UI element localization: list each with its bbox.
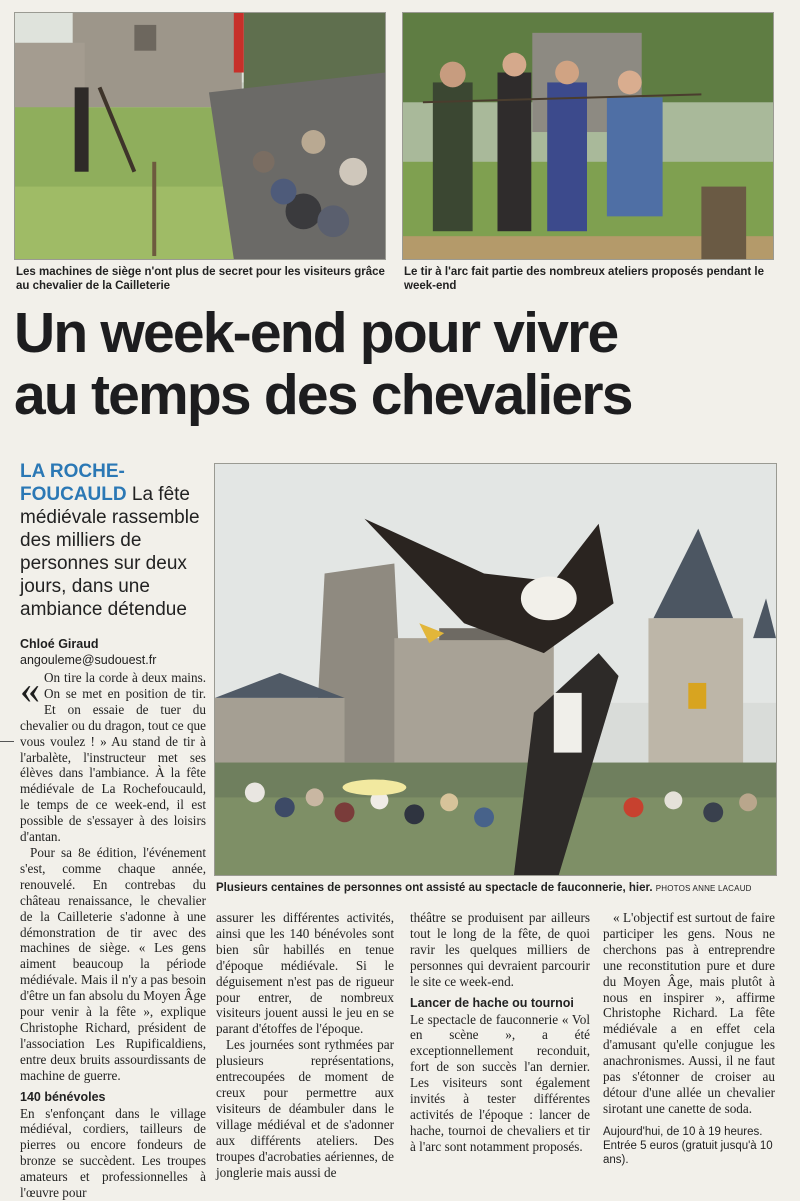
caption-falconry	[216, 881, 776, 896]
subhead-axe-tournament: Lancer de hache ou tournoi	[410, 995, 574, 1010]
photo-archery	[402, 12, 774, 260]
photo-siege-machines	[14, 12, 386, 260]
article-column-2	[216, 910, 394, 1180]
article-paragraph-5: Les journées sont rythmées par plusieurs représentations, entrecoupées de moment de creux pour permettre aux visiteurs de déambuler dans le village médiéval et de s'adonner aux différents ateliers. Des troupes d'acrobaties aériennes, de jonglerie mais aussi de	[216, 1037, 394, 1180]
opening-quote-mark: «	[20, 667, 40, 712]
article-column-4	[603, 910, 775, 1167]
photo-credit: PHOTOS ANNE LACAUD	[655, 884, 752, 893]
photo-falconry	[214, 463, 777, 876]
practical-info: Aujourd'hui, de 10 à 19 heures. Entrée 5 euros (gratuit jusqu'à 10 ans).	[603, 1125, 773, 1166]
article-column-1	[20, 667, 206, 1201]
fold-rule	[0, 741, 14, 742]
kicker-location-2: FOUCAULD	[20, 484, 127, 505]
headline-line-2: au temps des chevaliers	[14, 363, 632, 427]
standfirst-text: La fête médiévale rassemble des milliers de personnes sur deux jours, dans une ambiance détendue	[20, 484, 200, 620]
article-paragraph-2: Pour sa 8e édition, l'événement s'est, comme chaque année, renouvelé. En contrebas du château renaissance, le chevalier de la Cailleterie s'adonne à une démonstration de tir avec des machines de siège. « Les gens aiment beaucoup la période médiévale. Mais il n'y a pas besoin d'être un fan absolu du Moyen Âge pour venir à la fête », explique Christophe Richard, président de l'association Les Rupificaldiens, entre deux bruits assourdissants de machine de guerre.	[20, 844, 206, 1083]
article-paragraph-1: « On tire la corde à deux mains. On se met en position de tir. Et on essaie de tuer du chevalier ou du dragon, tout ce que vous voulez ! » Au stand de tir à l'arbalète, l'instructeur met ses élèves dans l'ambiance. À la fête médiévale de La Rochefoucauld, le temps de ce week-end, il est possible de s'essayer à des loisirs d'antan.	[20, 667, 206, 845]
article-paragraph-6: théâtre se produisent par ailleurs tout le long de la fête, de quoi ravir les quelques milliers de personnes qui devraient parcourir le site ce week-end.	[410, 910, 590, 989]
headline-line-1: Un week-end pour vivre	[14, 301, 618, 365]
caption-falconry-text: Plusieurs centaines de personnes ont assisté au spectacle de fauconnerie, hier.	[216, 882, 653, 894]
caption-siege-machines: Les machines de siège n'ont plus de secret pour les visiteurs grâce au chevalier de la Cailleterie	[16, 266, 385, 292]
article-paragraph-7: Le spectacle de fauconnerie « Vol en scène », a été exceptionnellement reconduit, fort de son succès l'an dernier. Les visiteurs sont également invités à tester différentes activités de l'époque : lancer de hache, tournoi de chevaliers et tir à l'arc sont notamment proposés.	[410, 1011, 590, 1154]
article-paragraph-4: assurer les différentes activités, ainsi que les 140 bénévoles sont bien sûr habillés en tenue d'époque médiévale. Si le déguisement n'est pas de rigueur pour entrer, de nombreux visiteurs jouent aussi le jeu en se parant d'étoffes de l'époque.	[216, 910, 394, 1037]
article-paragraph-8: « L'objectif est surtout de faire participer les gens. Nous ne cherchons pas à entreprendre une reconstitution pure et dure du Moyen Âge, mais plutôt à nous en inspirer », affirme Christophe Richard. La fête médiévale a en effet cela d'amusant qu'elle conjugue les anachronismes. Aussi, il ne faut pas s'étonner de croiser au détour d'une allée un chevalier sirotant une canette de soda.	[603, 910, 775, 1116]
byline	[20, 636, 210, 668]
article-column-3	[410, 910, 590, 1155]
author-email: angouleme@sudouest.fr	[20, 653, 157, 667]
standfirst	[20, 460, 210, 621]
article-paragraph-3: En s'enfonçant dans le village médiéval, cordiers, tailleurs de pierres ou encore fondeurs de bronze se succèdent. Les troupes amateurs et professionnelles à l'œuvre pour	[20, 1105, 206, 1201]
kicker-location-1: LA ROCHE-	[20, 461, 125, 482]
caption-archery: Le tir à l'arc fait partie des nombreux ateliers proposés pendant le week-end	[404, 266, 764, 292]
headline	[14, 302, 789, 426]
author-name: Chloé Giraud	[20, 637, 99, 651]
subhead-volunteers: 140 bénévoles	[20, 1089, 106, 1104]
